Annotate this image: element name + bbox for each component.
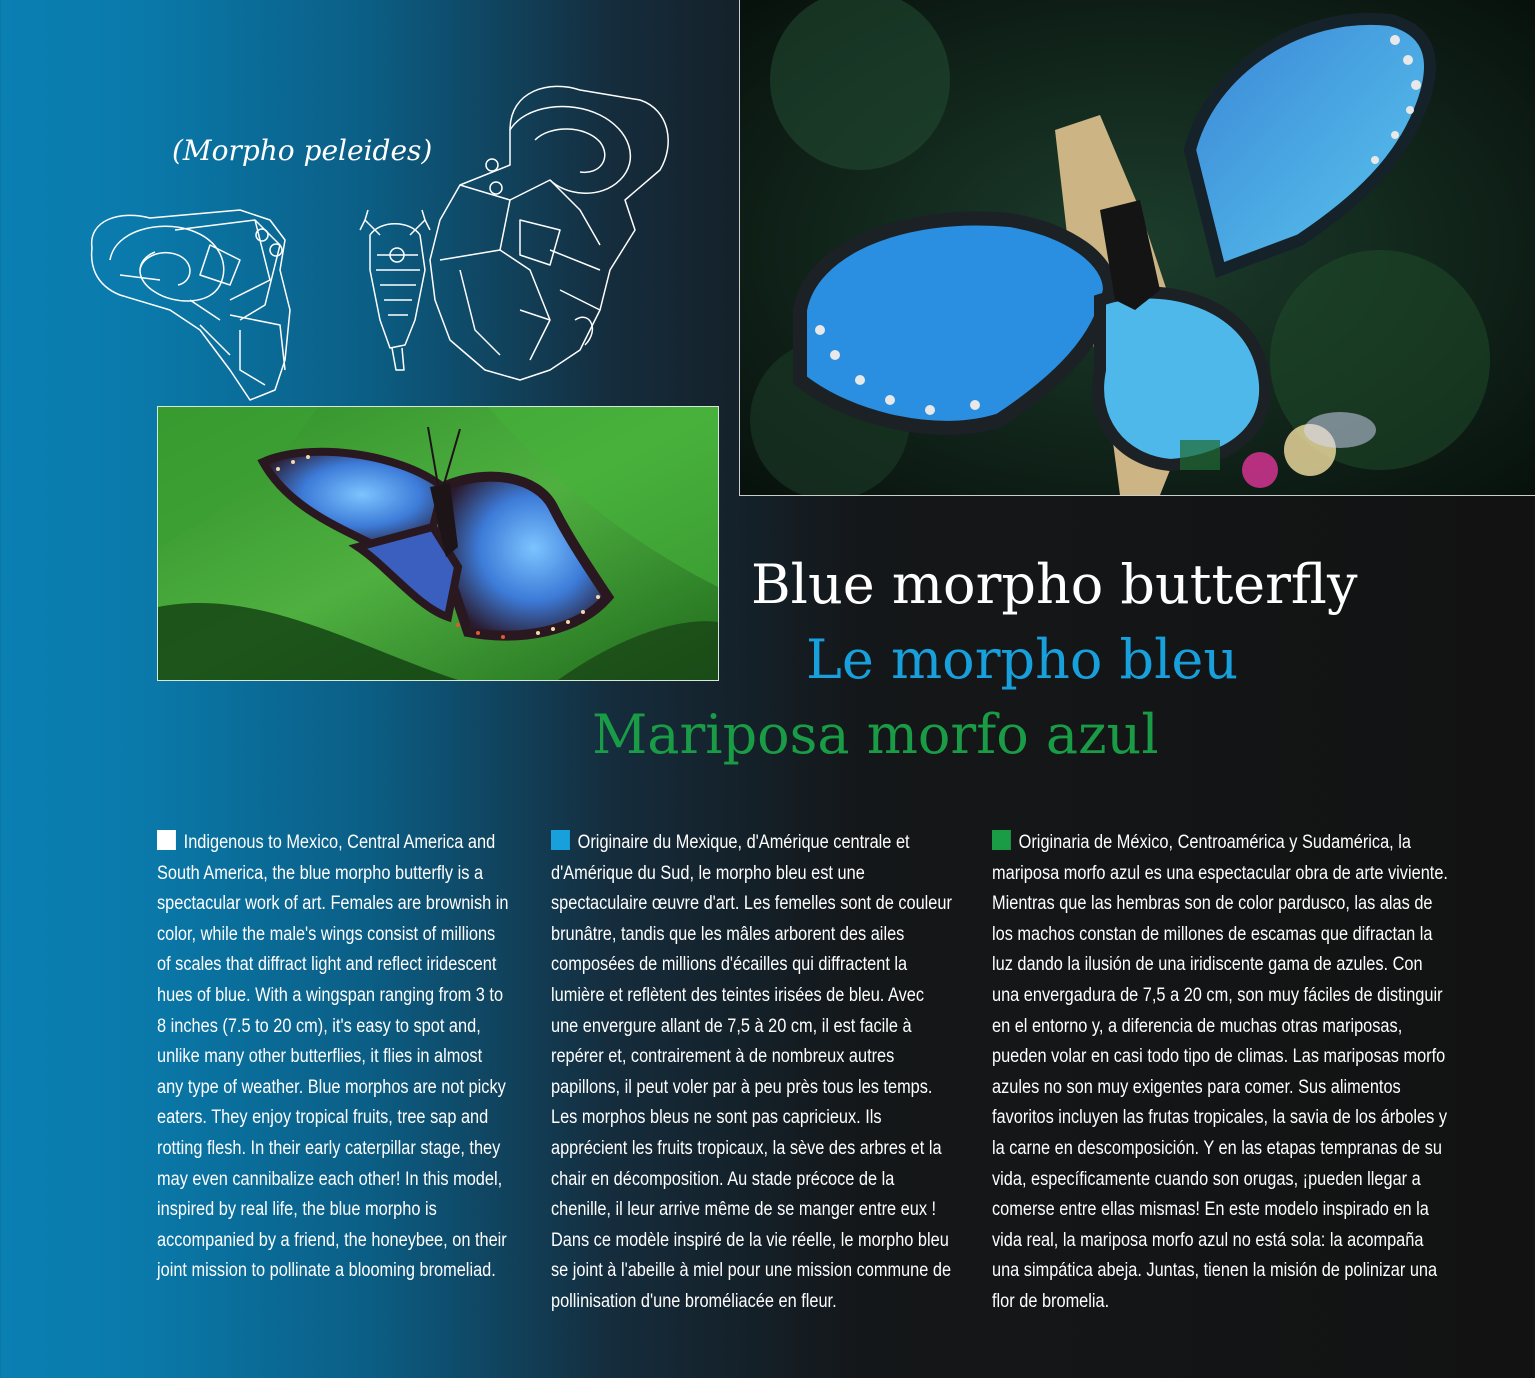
language-marker-blue-square xyxy=(551,830,570,850)
blue-morpho-photo xyxy=(157,406,719,681)
outline-left-wing xyxy=(92,210,290,400)
language-marker-white-square xyxy=(157,830,176,850)
body-column-french xyxy=(551,828,953,1318)
title-french: Le morpho bleu xyxy=(806,628,1239,691)
outline-right-wing xyxy=(430,86,668,380)
brick-built-butterfly-photo xyxy=(739,0,1535,496)
body-text-spanish: Originaria de México, Centroamérica y Sudamérica, la mariposa morfo azul es una espectacular obra de arte viviente. Mientras que las hembras son de color pardusco, las alas de los machos constan de millones de escamas que difractan la luz dando la ilusión de una iridiscente gama de azules. Con una envergadura de 7,5 a 20 cm, son muy fáciles de distinguir en el entorno y, a diferencia de muchas otras mariposas, pueden volar en casi todo tipo de climas. Las mariposas morfo azules no son muy exigentes para comer. Sus alimentos favoritos incluyen las frutas tropicales, la savia de los árboles y la carne en descomposición. Y en las etapas tempranas de su vida, específicamente cuando son orugas, ¡pueden llegar a comerse entre ellas mismas! En este modelo inspirado en la vida real, la mariposa morfo azul no está sola: la acompaña una simpática abeja. Juntas, tienen la misión de polinizar una flor de bromelia. xyxy=(992,832,1448,1312)
body-text-english: Indigenous to Mexico, Central America and South America, the blue morpho butterfly is a spectacular work of art. Females are brownish in color, while the male's wings consist of millions of scales that diffract light and reflect iridescent hues of blue. With a wingspan ranging from 3 to 8 inches (7.5 to 20 cm), it's easy to spot and, unlike many other butterflies, it flies in almost any type of weather. Blue morphos are not picky eaters. They enjoy tropical fruits, tree sap and rotting flesh. In their early caterpillar stage, they may even cannibalize each other! In this model, inspired by real life, the blue morpho is accompanied by a friend, the honeybee, on their joint mission to pollinate a blooming bromeliad. xyxy=(157,832,509,1282)
title-spanish: Mariposa morfo azul xyxy=(592,703,1159,766)
body-column-spanish xyxy=(992,828,1451,1318)
butterfly-outline-drawing xyxy=(80,70,680,410)
scientific-name: (Morpho peleides) xyxy=(172,134,433,167)
language-marker-green-square xyxy=(992,830,1011,850)
title-english: Blue morpho butterfly xyxy=(751,553,1358,616)
body-column-english xyxy=(157,828,510,1287)
outline-body xyxy=(360,210,430,370)
body-text-french: Originaire du Mexique, d'Amérique centrale et d'Amérique du Sud, le morpho bleu est une spectaculaire œuvre d'art. Les femelles sont de couleur brunâtre, tandis que les mâles arborent des ailes composées de millions d'écailles qui diffractent la lumière et reflètent des teintes irisées de bleu. Avec une envergure allant de 7,5 à 20 cm, il est facile à repérer et, contrairement à de nombreux autres papillons, il peut voler par à peu près tous les temps. Les morphos bleus ne sont pas capricieux. Ils apprécient les fruits tropicaux, la sève des arbres et la chair en décomposition. Au stade précoce de la chenille, il leur arrive même de se manger entre eux ! Dans ce modèle inspiré de la vie réelle, le morpho bleu se joint à l'abeille à miel pour une mission commune de pollinisation d'une broméliacée en fleur. xyxy=(551,832,952,1312)
